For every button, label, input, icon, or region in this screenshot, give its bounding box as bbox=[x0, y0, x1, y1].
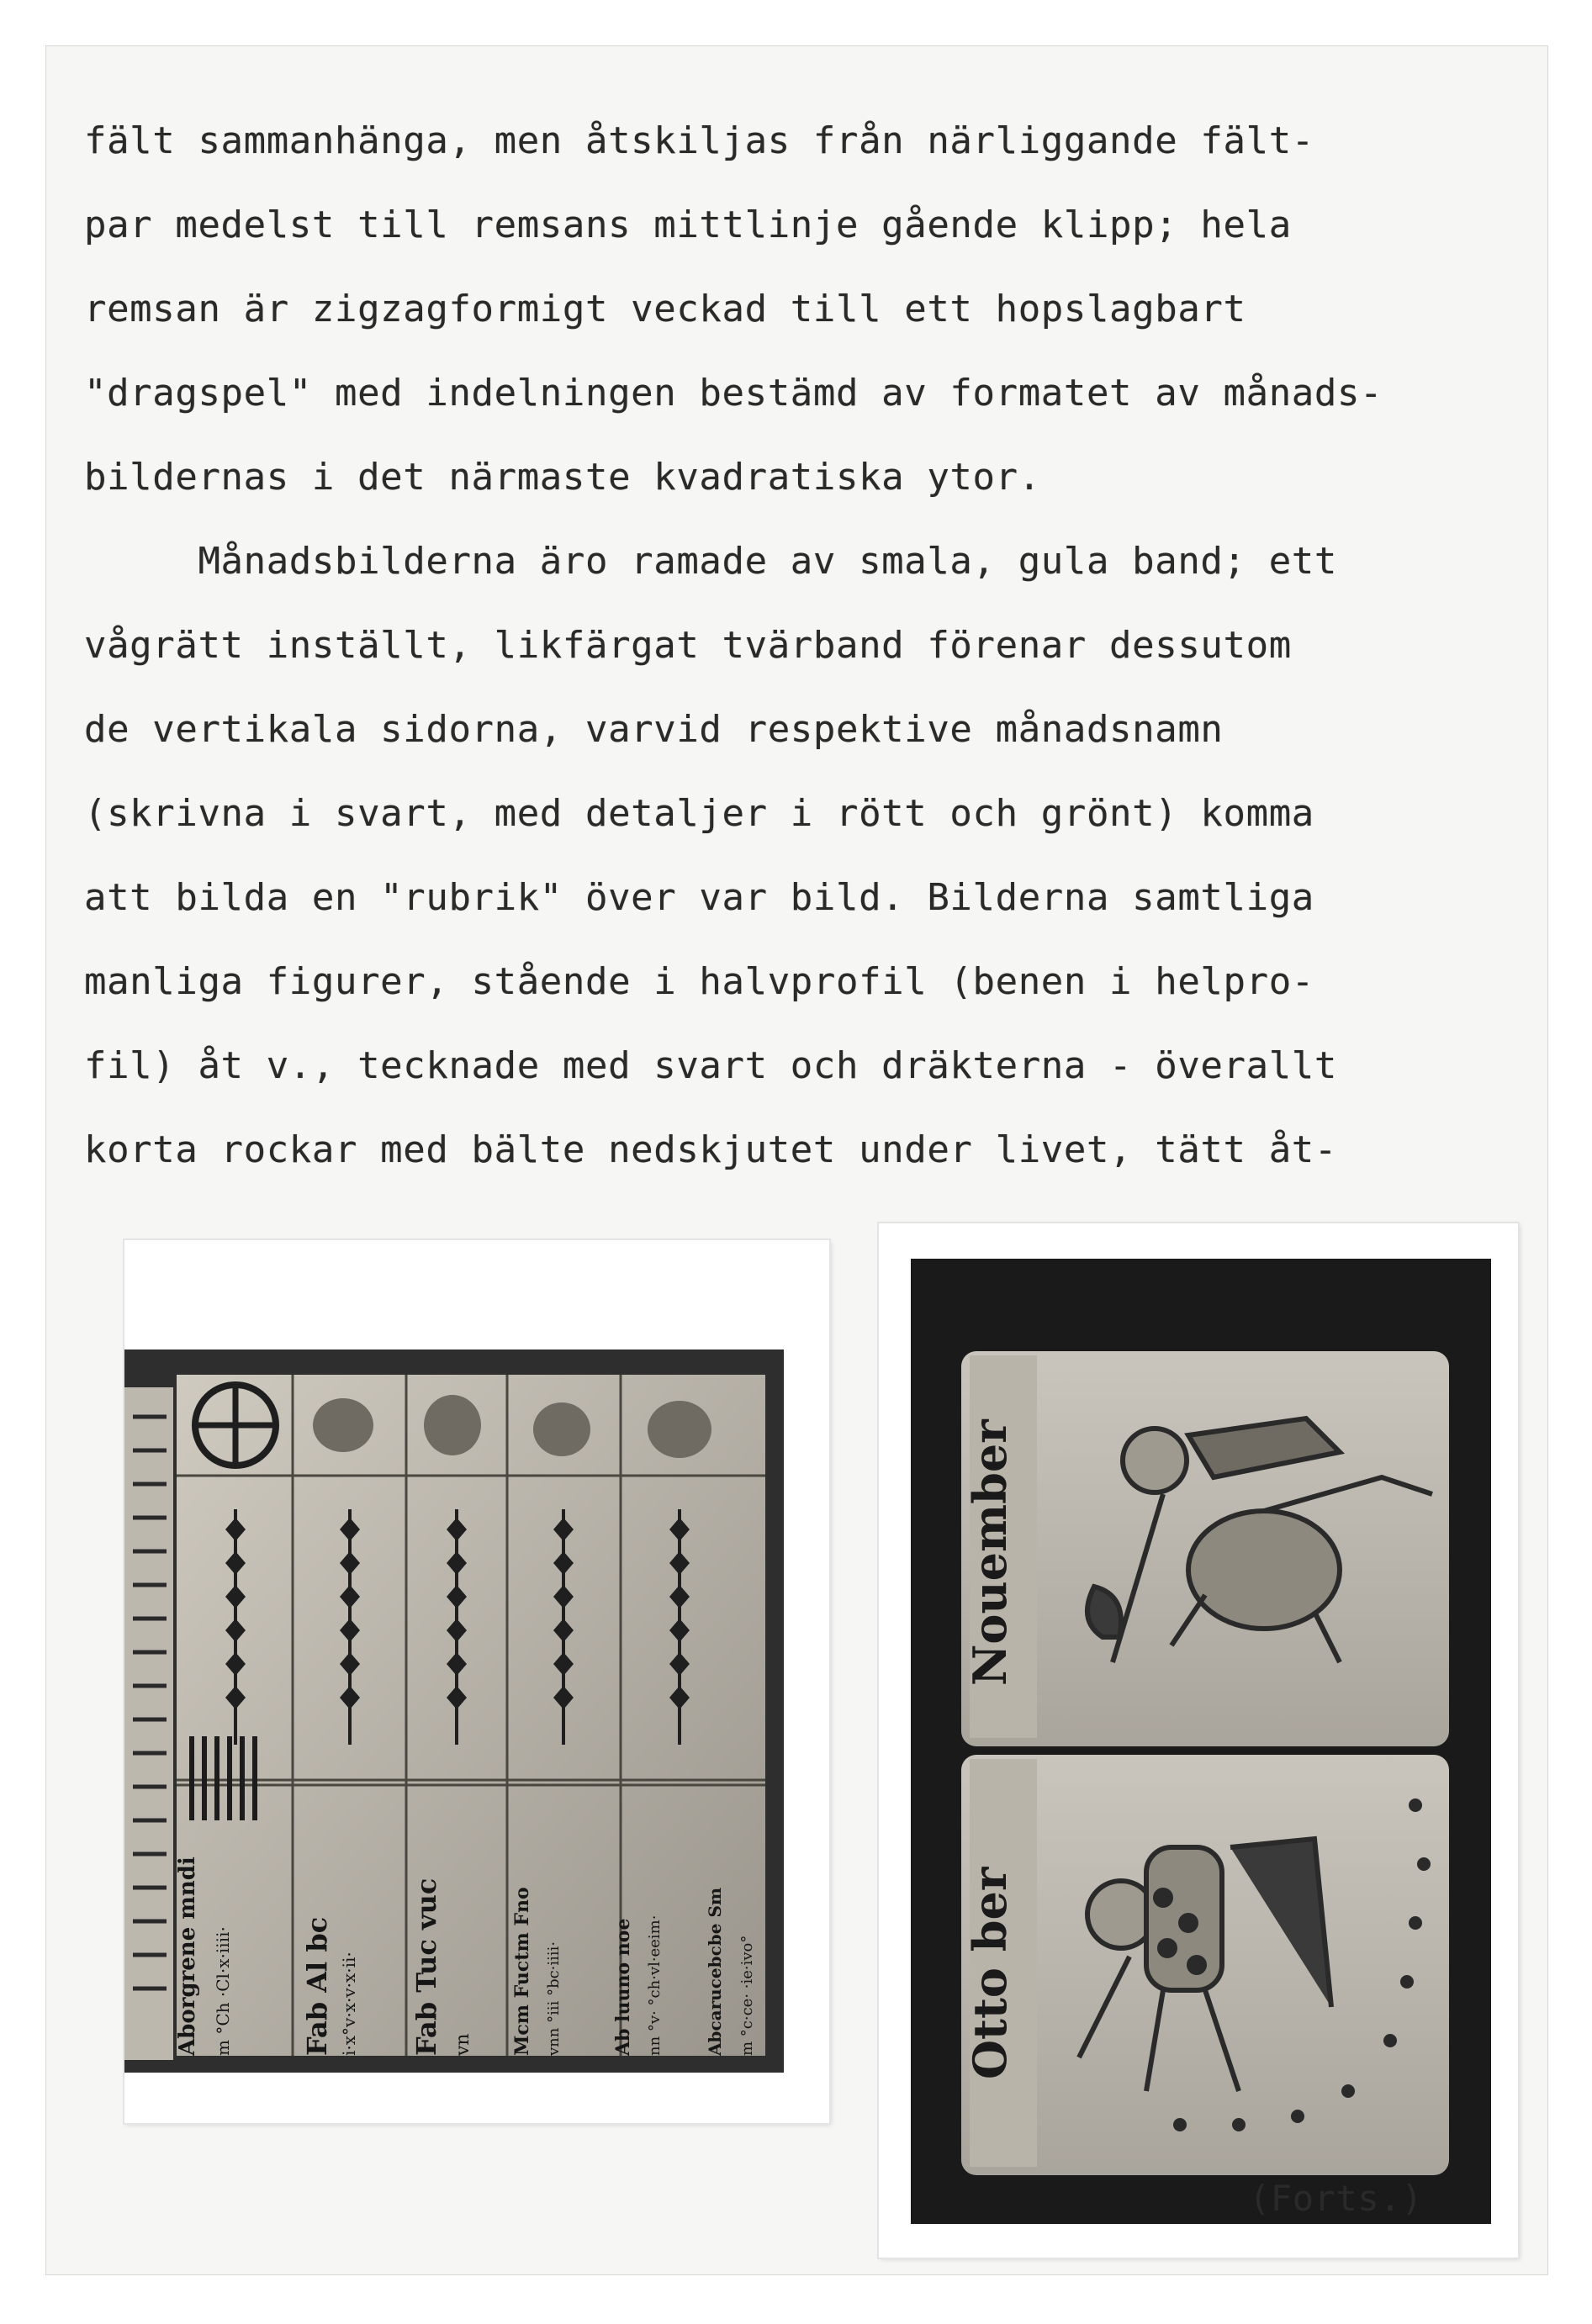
photo-right-mount bbox=[879, 1223, 1518, 2258]
text-line: vågrätt inställt, likfärgat tvärband förenar dessutom bbox=[84, 624, 1292, 667]
calendar-captions bbox=[175, 1804, 780, 2056]
caption-col-1: Aborgrene mndi bbox=[175, 1857, 200, 2056]
caption-col-11: Abcarucebcbe Sm bbox=[705, 1887, 725, 2056]
photo-month-booklet bbox=[911, 1259, 1491, 2224]
photo-left-mount bbox=[124, 1240, 829, 2123]
caption-col-4: i·x°v·x·v·x·ii· bbox=[339, 1952, 359, 2056]
caption-col-3: Fab Al bc bbox=[301, 1916, 333, 2056]
photo-calendar-strip bbox=[124, 1350, 784, 2073]
month-label-october: Otto ber bbox=[963, 1867, 1017, 2080]
caption-col-6: vn bbox=[452, 2033, 473, 2056]
text-line: fil) åt v., tecknade med svart och dräkterna - överallt bbox=[84, 1044, 1337, 1087]
month-label-november: Nouember bbox=[963, 1419, 1017, 1687]
text-line: par medelst till remsans mittlinje gående klipp; hela bbox=[84, 203, 1292, 246]
caption-col-7: Mcm Fuctm Fno bbox=[511, 1887, 533, 2056]
text-line: att bilda en "rubrik" över var bild. Bilderna samtliga bbox=[84, 876, 1314, 919]
typed-text-body bbox=[84, 99, 1514, 1192]
caption-col-8: vnn °iii °bc·iiii· bbox=[545, 1941, 563, 2056]
text-line: fält sammanhänga, men åtskiljas från närliggande fält- bbox=[84, 119, 1314, 162]
caption-col-9: Ab luuno noe bbox=[612, 1918, 634, 2056]
caption-col-2: m °Ch ·Cl·x·iiii· bbox=[213, 1926, 233, 2056]
text-line: (skrivna i svart, med detaljer i rött och grönt) komma bbox=[84, 792, 1314, 835]
text-line: manliga figurer, stående i halvprofil (benen i helpro- bbox=[84, 960, 1314, 1003]
text-line: "dragspel" med indelningen bestämd av formatet av månads- bbox=[84, 372, 1383, 415]
continued-note: (Forts.) bbox=[1249, 2178, 1424, 2219]
text-line: Månadsbilderna äro ramade av smala, gula band; ett bbox=[84, 540, 1337, 583]
text-line: de vertikala sidorna, varvid respektive månadsnamn bbox=[84, 708, 1224, 751]
caption-col-10: nn °v· °ch·vl·eeim· bbox=[646, 1915, 664, 2056]
caption-col-5: Fab Tuc vuc bbox=[410, 1878, 442, 2056]
text-line: korta rockar med bälte nedskjutet under livet, tätt åt- bbox=[84, 1128, 1337, 1171]
text-line: bildernas i det närmaste kvadratiska ytor. bbox=[84, 456, 1041, 499]
text-line: remsan är zigzagformigt veckad till ett hopslagbart bbox=[84, 288, 1246, 330]
caption-col-12: m °c·ce· ·ie·ivo° bbox=[738, 1935, 756, 2056]
